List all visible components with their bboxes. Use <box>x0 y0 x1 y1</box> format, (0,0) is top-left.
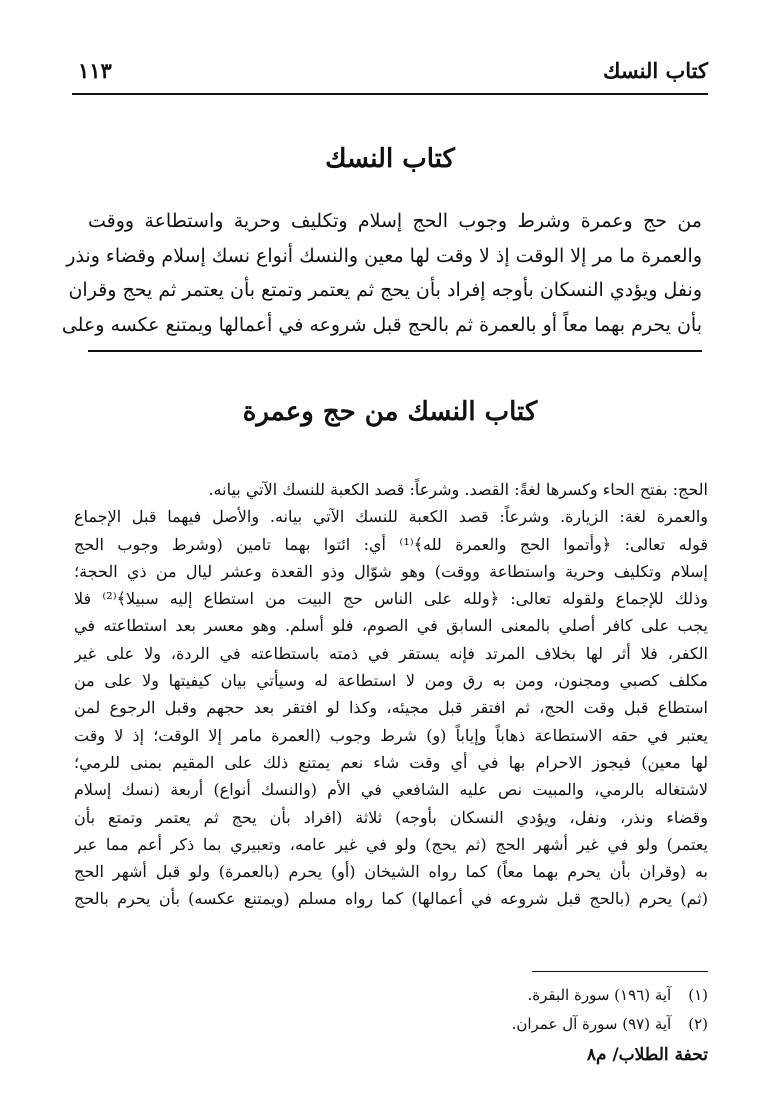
sharh-line: وذلك للإجماع ولقوله تعالى: ﴿ولله على الناس حج البيت من استطاع إليه سبيلا﴾⁽²⁾ فلا <box>74 589 708 609</box>
sharh-line: مكلف كصبي ومجنون، ومن به رق ومن لا استطاعة له وسيأتي بيان كيفيتها ولا على من <box>74 671 708 691</box>
matn-line: من حج وعمرة وشرط وجوب الحج إسلام وتكليف وحرية واستطاعة ووقت <box>88 210 702 232</box>
sharh-line: إسلام وتكليف وحرية واستطاعة ووقت) وهو شوّال وذو القعدة وعشر ليال من ذي الحجة؛ <box>74 561 708 581</box>
sharh-line: يعتمر) ولو في غير أشهر الحج (ثم يحج) ولو في غير عامه، وتعبيري بما ذكر أعم مما عبر <box>74 834 708 854</box>
sharh-line: يعتبر في حقه الاستطاعة ذهاباً وإياباً (و) شرط وجوب (العمرة مامر إلا الوقت؛ إذ لا وقت <box>74 725 708 745</box>
sharh-line: الحج: بفتح الحاء وكسرها لغةً: القصد. وشرعاً: قصد الكعبة للنسك الآتي بيانه. <box>208 480 708 499</box>
sharh-line: يجب على كافر أصلي بالمعنى السابق في الصوم، فلو أسلم. وهو معسر بعد استطاعته في <box>74 616 708 636</box>
sharh-heading: كتاب النسك من حج وعمرة <box>242 397 538 427</box>
sharh-line: قوله تعالى: ﴿وأتموا الحج والعمرة لله﴾⁽¹⁾ أي: ائتوا بهما تامين (وشرط وجوب الحج <box>74 534 708 554</box>
matn-line: والعمرة ما مر إلا الوقت إذ لا وقت لها معين والنسك أنواع نسك إسلام وقضاء ونذر <box>66 244 702 267</box>
sharh-line: به (وقران بأن يحرم بهما معاً) كما رواه الشيخان (أو) يحرم (بالعمرة) ولو قبل أشهر الحج <box>74 862 708 882</box>
header-rule <box>72 93 708 95</box>
sharh-line: وقضاء ونذر، ونفل، ويؤدي النسكان بأوجه) ثلاثة (افراد بأن يحج ثم يعتمر وتمتع بأن <box>74 807 708 827</box>
matn-text <box>61 204 702 342</box>
sharh-line: استطاع قبل وقت الحج، ثم افتقر قبل مجيئه، وكذا لو افتقر بعد حجهم وقبل الرجوع لمن <box>74 698 708 718</box>
matn-line: بأن يحرم بهما معاً أو بالعمرة ثم بالحج قبل شروعه في أعمالها ويمتنع عكسه وعلى <box>61 313 702 336</box>
sharh-line: (ثم) يحرم (بالحج قبل شروعه في أعمالها) كما رواه مسلم (ويمتنع عكسه) بأن يحرم بالحج <box>74 889 708 909</box>
sharh-line: والعمرة لغة: الزيارة. وشرعاً: قصد الكعبة للنسك الآتي بيانه. والأصل فيهما قبل الإجماع <box>74 507 708 527</box>
footnote-rule <box>532 971 708 972</box>
footnote-number: (١) <box>688 986 708 1004</box>
footnote-text: آية (١٩٦) سورة البقرة. <box>527 986 672 1004</box>
footnote <box>512 1015 708 1033</box>
page-number: ١١٣ <box>78 58 112 83</box>
footnote-text: آية (٩٧) سورة آل عمران. <box>511 1015 672 1033</box>
sharh-line: الكفر، فلا أثر لها بخلاف المرتد فإنه يستقر في ذمته باستطاعته في الردة، ولا على غير <box>74 643 708 663</box>
matn-line: ونفل ويؤدي النسكان بأوجه إفراد بأن يحج ثم يعتمر وتمتع بأن يعتمر ثم يحج وقران <box>68 279 702 301</box>
signature-label: تحفة الطلاب/ م٨ <box>586 1045 708 1065</box>
running-header-title: كتاب النسك <box>603 58 708 83</box>
sharh-line: لاشتغاله بالرمي، والمبيت نص عليه الشافعي في الأم (والنسك أنواع) أربعة (نسك إسلام <box>74 780 708 800</box>
matn-heading: كتاب النسك <box>325 144 455 174</box>
sharh-line: لها معين) فيجوز الاحرام بها في أي وقت شاء نعم يمتنع ذلك على المقيم بمنى للرمي؛ <box>74 752 708 772</box>
sharh-text <box>74 476 708 913</box>
footnote-number: (٢) <box>688 1015 708 1033</box>
matn-divider <box>88 350 702 352</box>
footnote <box>527 986 708 1004</box>
